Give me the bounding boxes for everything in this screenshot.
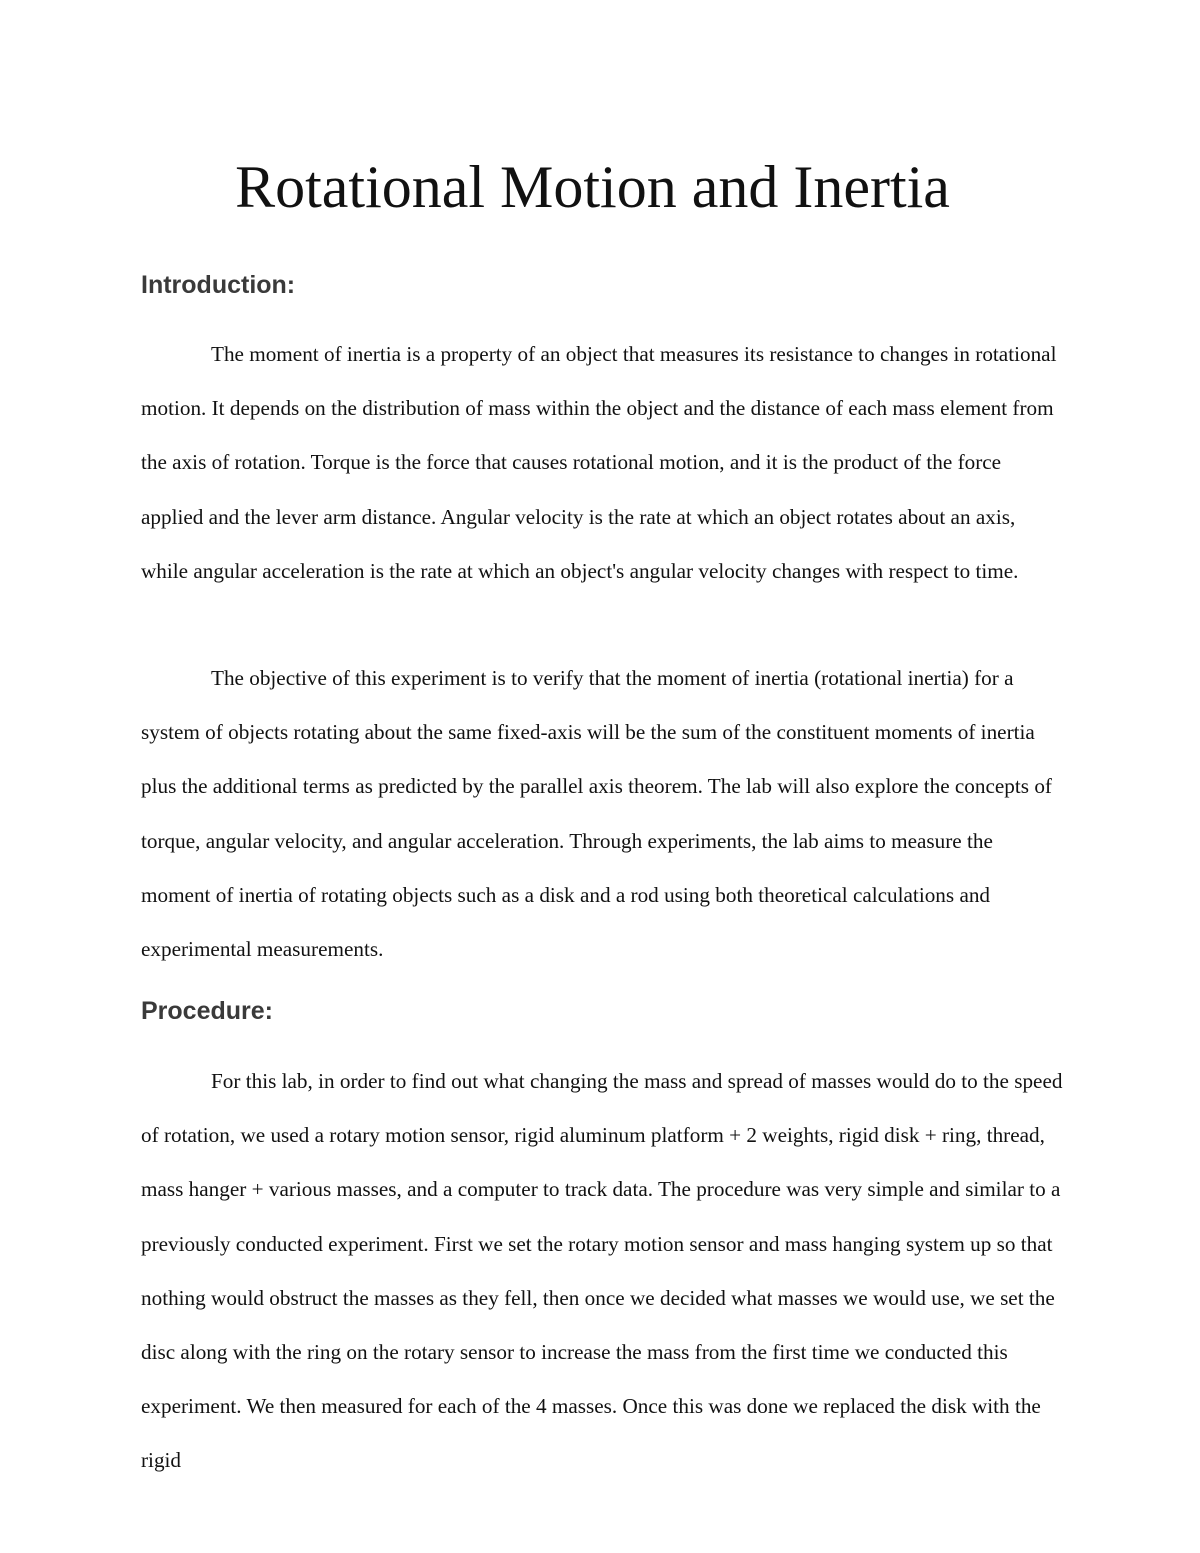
procedure-heading: Procedure:	[141, 997, 273, 1025]
document-title: Rotational Motion and Inertia	[235, 154, 950, 220]
introduction-heading: Introduction:	[141, 271, 296, 299]
introduction-paragraph-2: The objective of this experiment is to verify that the moment of inertia (rotational inertia) for a system of objects rotating about the same fixed-axis will be the sum of the constituent moments of inertia plus the additional terms as predicted by the parallel axis theorem. The lab will also explore the concepts of torque, angular velocity, and angular acceleration. Through experiments, the lab aims to measure the moment of inertia of rotating objects such as a disk and a rod using both theoretical calculations and experimental measurements.	[141, 666, 1052, 962]
procedure-paragraph-1: For this lab, in order to find out what changing the mass and spread of masses would do to the speed of rotation, we used a rotary motion sensor, rigid aluminum platform + 2 weights, rigid disk + ring, thread, mass hanger + various masses, and a computer to track data. The procedure was very simple and similar to a previously conducted experiment. First we set the rotary motion sensor and mass hanging system up so that nothing would obstruct the masses as they fell, then once we decided what masses we would use, we set the disc along with the ring on the rotary sensor to increase the mass from the first time we conducted this experiment. We then measured for each of the 4 masses. Once this was done we replaced the disk with the rigid	[141, 1069, 1063, 1473]
introduction-paragraph-1: The moment of inertia is a property of an object that measures its resistance to changes in rotational motion. It depends on the distribution of mass within the object and the distance of each mass element from the axis of rotation. Torque is the force that causes rotational motion, and it is the product of the force applied and the lever arm distance. Angular velocity is the rate at which an object rotates about an axis, while angular acceleration is the rate at which an object's angular velocity changes with respect to time.	[141, 342, 1057, 583]
